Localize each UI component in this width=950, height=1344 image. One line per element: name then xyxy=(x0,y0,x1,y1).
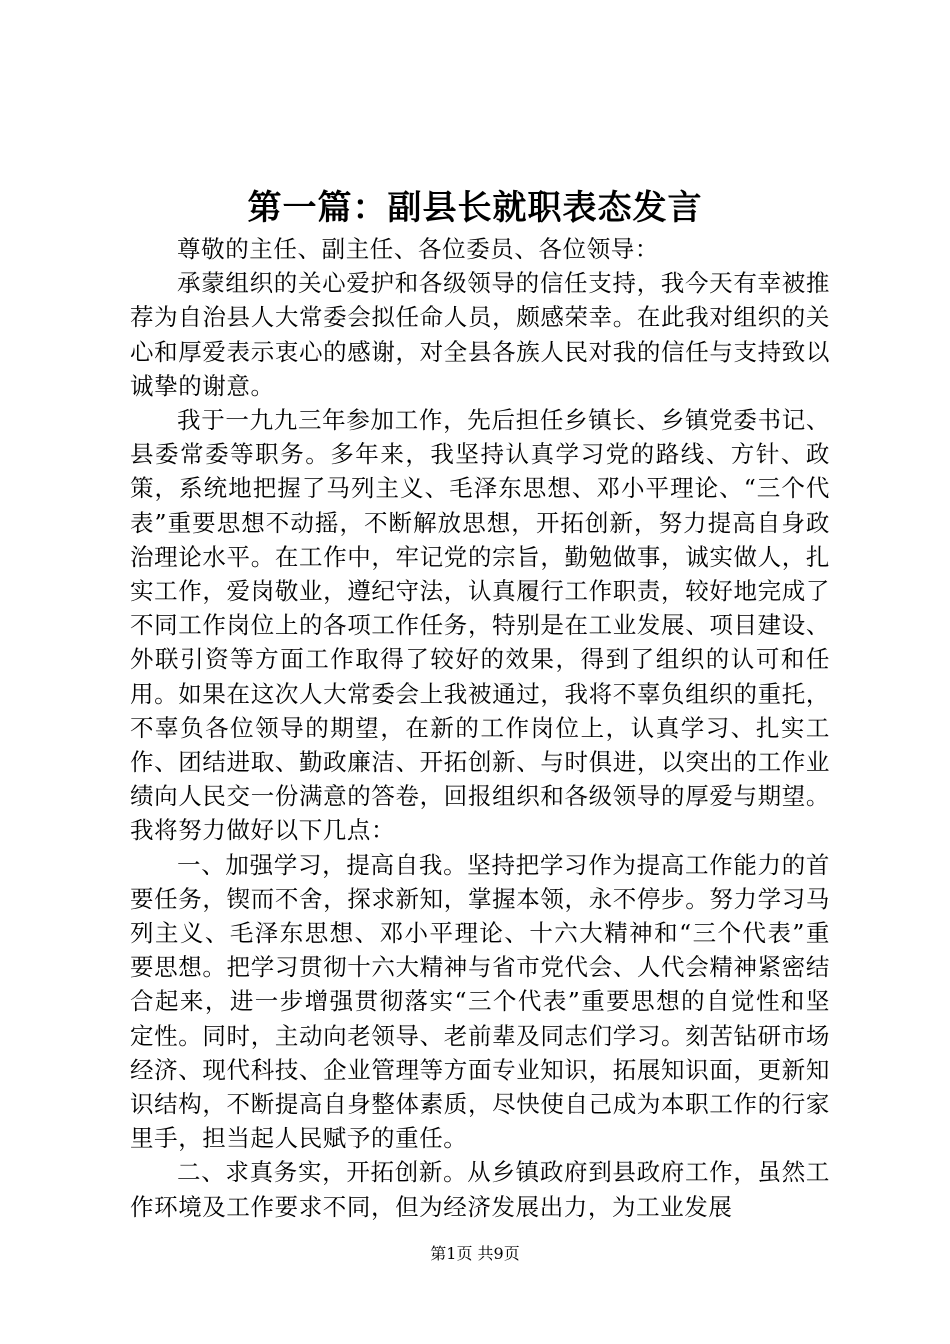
page-footer: 第1页 共9页 xyxy=(430,1244,520,1263)
paragraph: 二、求真务实，开拓创新。从乡镇政府到县政府工作，虽然工作环境及工作要求不同，但为经济发展出力，为工业发展 xyxy=(130,1158,830,1221)
paragraph: 我于一九九三年参加工作，先后担任乡镇长、乡镇党委书记、县委常委等职务。多年来，我坚持认真学习党的路线、方针、政策，系统地把握了马列主义、毛泽东思想、邓小平理论、“三个代表”重要思想不动摇，不断解放思想，开拓创新，努力提高自身政治理论水平。在工作中，牢记党的宗旨，勤勉做事，诚实做人，扎实工作，爱岗敬业，遵纪守法，认真履行工作职责，较好地完成了不同工作岗位上的各项工作任务，特别是在工业发展、项目建设、外联引资等方面工作取得了较好的效果，得到了组织的认可和任用。如果在这次人大常委会上我被通过，我将不辜负组织的重托，不辜负各位领导的期望，在新的工作岗位上，认真学习、扎实工作、团结进取、勤政廉洁、开拓创新、与时俱进，以突出的工作业绩向人民交一份满意的答卷，回报组织和各级领导的厚爱与期望。我将努力做好以下几点： xyxy=(130,406,830,845)
paragraph: 承蒙组织的关心爱护和各级领导的信任支持，我今天有幸被推荐为自治县人大常委会拟任命人员，颇感荣幸。在此我对组织的关心和厚爱表示衷心的感谢，对全县各族人民对我的信任与支持致以诚挚的谢意。 xyxy=(130,269,830,400)
paragraph: 一、加强学习，提高自我。坚持把学习作为提高工作能力的首要任务，锲而不舍，探求新知，掌握本领，永不停步。努力学习马列主义、毛泽东思想、邓小平理论、十六大精神和“三个代表”重要思想。把学习贯彻十六大精神与省市党代会、人代会精神紧密结合起来，进一步增强贯彻落实“三个代表”重要思想的自觉性和坚定性。同时，主动向老领导、老前辈及同志们学习。刻苦钻研市场经济、现代科技、企业管理等方面专业知识，拓展知识面，更新知识结构，不断提高自身整体素质，尽快使自己成为本职工作的行家里手，担当起人民赋予的重任。 xyxy=(130,850,830,1153)
document-title: 第一篇：副县长就职表态发言 xyxy=(247,188,703,228)
paragraph-salutation: 尊敬的主任、副主任、各位委员、各位领导： xyxy=(177,235,659,263)
document-body xyxy=(130,232,830,1224)
